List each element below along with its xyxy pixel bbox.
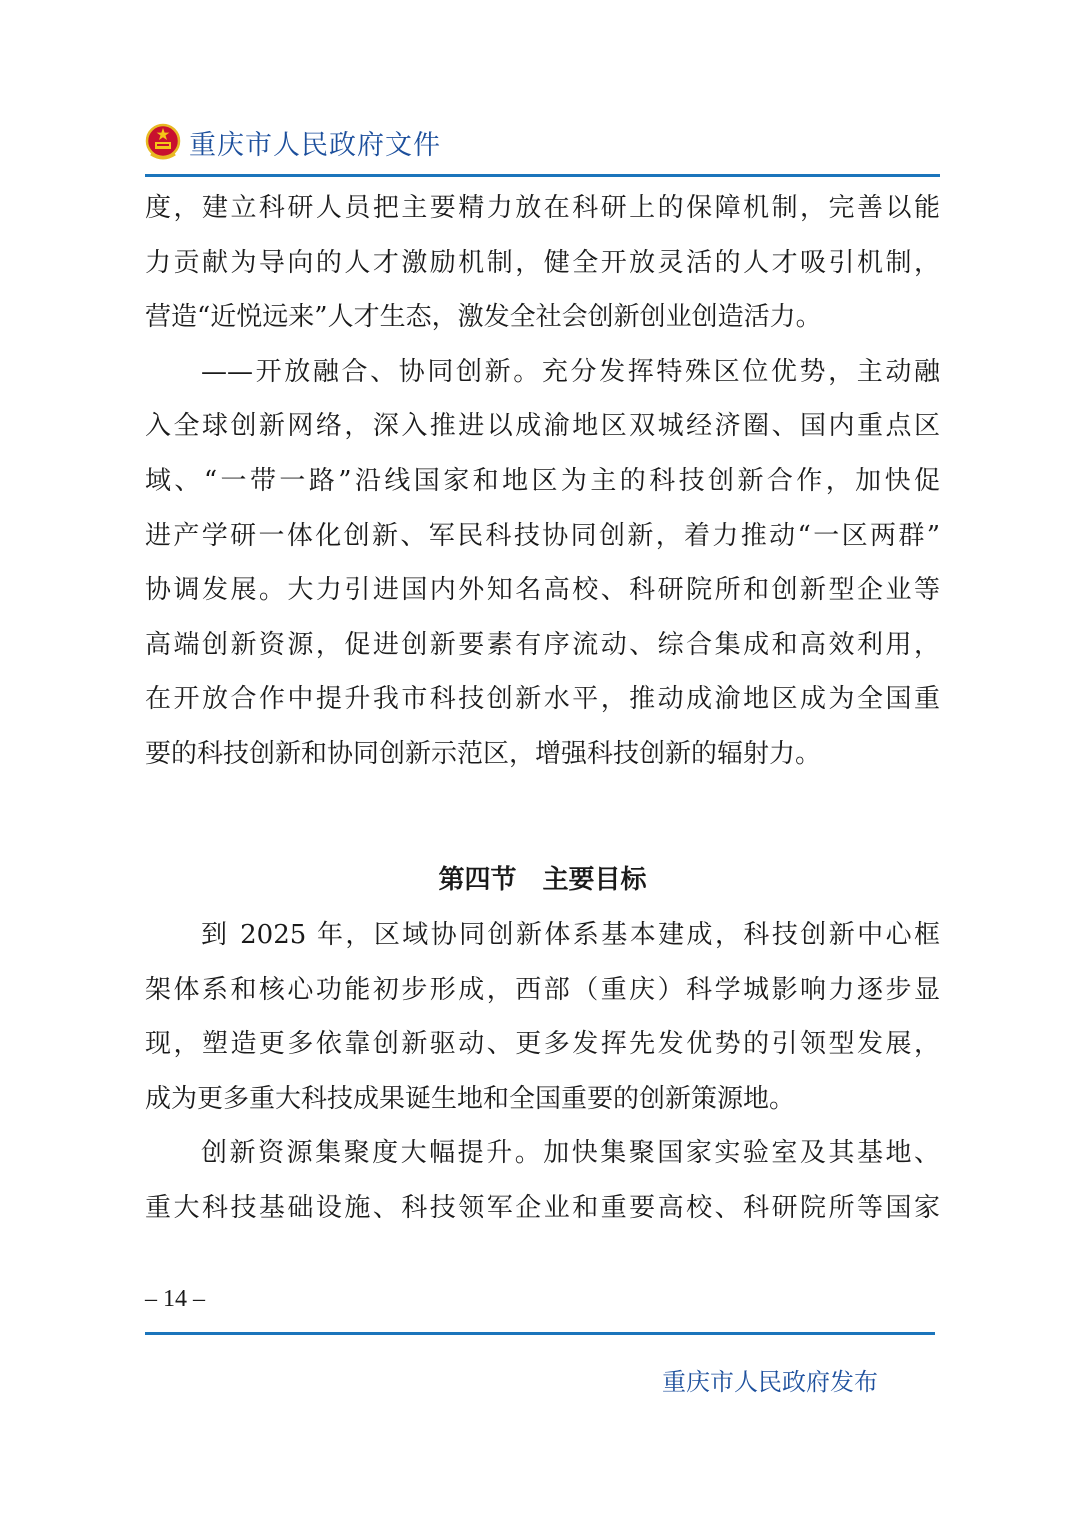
text-line: 入全球创新网络，深入推进以成渝地区双城经济圈、国内重点区 — [145, 411, 940, 442]
text-line: 成为更多重大科技成果诞生地和全国重要的创新策源地。 — [145, 1083, 796, 1114]
body-text-top — [145, 181, 940, 782]
text-line: 营造“近悦远来”人才生态，激发全社会创新创业创造活力。 — [145, 302, 822, 333]
document-header-title: 重庆市人民政府文件 — [189, 129, 441, 161]
text-line: 度，建立科研人员把主要精力放在科研上的保障机制，完善以能 — [145, 193, 940, 223]
text-line: 域、“一带一路”沿线国家和地区为主的科技创新合作，加快促 — [145, 465, 940, 496]
text-line: 高端创新资源，促进创新要素有序流动、综合集成和高效利用， — [145, 629, 940, 660]
text-line: 力贡献为导向的人才激励机制，健全开放灵活的人才吸引机制， — [145, 247, 940, 278]
body-text-bottom — [145, 908, 940, 1236]
page-number: – 14 – — [145, 1286, 205, 1312]
text-line: ——开放融合、协同创新。充分发挥特殊区位优势，主动融 — [201, 356, 940, 387]
text-line: 重大科技基础设施、科技领军企业和重要高校、科研院所等国家 — [145, 1192, 940, 1223]
footer-publisher: 重庆市人民政府发布 — [662, 1368, 878, 1396]
document-header — [145, 120, 441, 164]
text-line: 架体系和核心功能初步形成，西部（重庆）科学城影响力逐步显 — [145, 974, 940, 1005]
footer-divider — [145, 1332, 935, 1335]
text-line: 现，塑造更多依靠创新驱动、更多发挥先发优势的引领型发展， — [145, 1029, 940, 1060]
section-heading: 第四节 主要目标 — [438, 865, 647, 895]
text-line: 到 2025 年，区域协同创新体系基本建成，科技创新中心框 — [201, 920, 940, 950]
national-emblem-icon — [145, 122, 181, 162]
text-line: 要的科技创新和协同创新示范区，增强科技创新的辐射力。 — [145, 738, 822, 769]
text-line: 在开放合作中提升我市科技创新水平，推动成渝地区成为全国重 — [145, 684, 940, 715]
text-line: 创新资源集聚度大幅提升。加快集聚国家实验室及其基地、 — [201, 1138, 940, 1169]
text-line: 进产学研一体化创新、军民科技协同创新，着力推动“一区两群” — [145, 520, 940, 551]
text-line: 协调发展。大力引进国内外知名高校、科研院所和创新型企业等 — [145, 575, 940, 606]
header-divider — [145, 174, 940, 177]
